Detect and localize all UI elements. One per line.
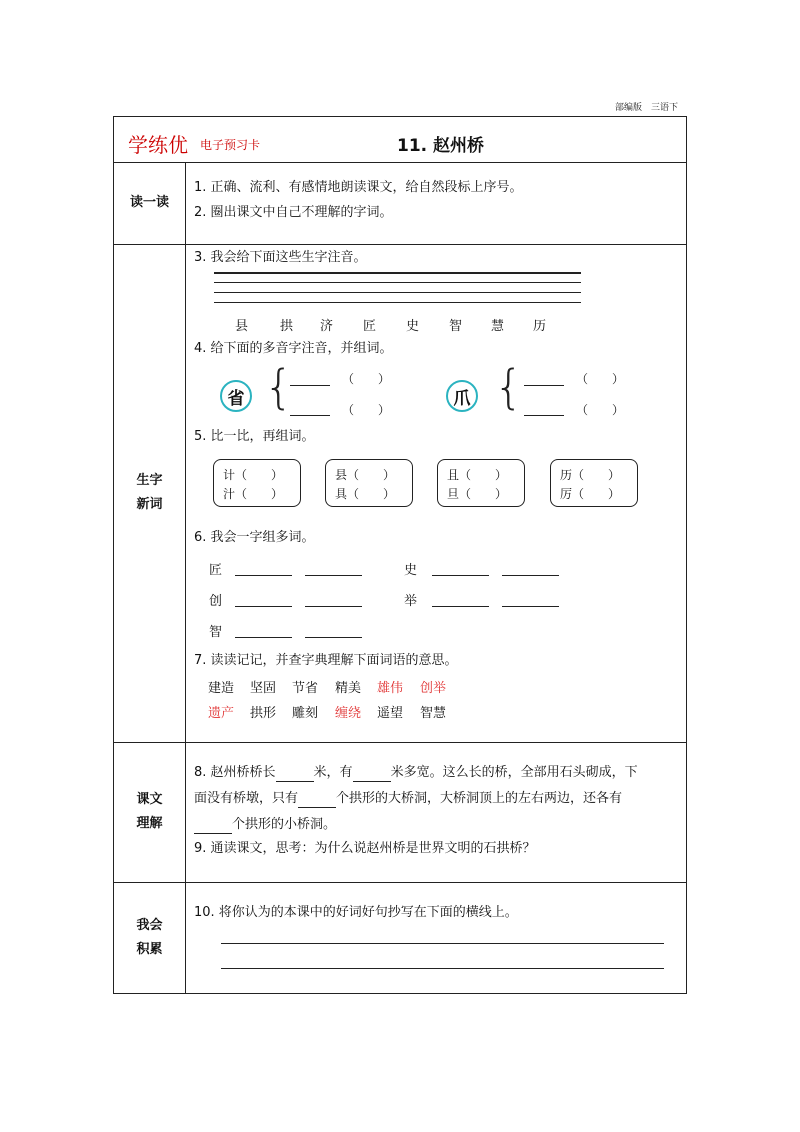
word-blank[interactable]: [432, 592, 489, 607]
answer-paren[interactable]: （ ）: [576, 403, 625, 417]
pinyin-line: [214, 282, 581, 283]
answer-paren[interactable]: （ ）: [342, 372, 391, 386]
word-char: 智: [209, 625, 223, 640]
section-accumulate: [114, 882, 686, 995]
section-label: [114, 742, 186, 882]
pinyin-line: [214, 292, 581, 293]
label-line: 新词: [136, 497, 163, 512]
question-4: 4. 给下面的多音字注音，并组词。: [194, 341, 393, 356]
question-8-text: 面没有桥墩，只有: [194, 791, 299, 806]
vocab-word: 建造: [208, 681, 235, 696]
question-2: 2. 圈出课文中自己不理解的字词。: [194, 205, 393, 220]
question-9: 9. 通读课文，思考：为什么说赵州桥是世界文明的石拱桥？: [194, 841, 536, 856]
answer-blank[interactable]: [194, 819, 232, 834]
compare-item[interactable]: 旦（ ）: [447, 487, 508, 501]
compare-box: [213, 459, 301, 507]
question-8-text: 米，有: [313, 765, 353, 780]
label-line: 理解: [136, 816, 163, 831]
edition-label: 部编版 三语下: [614, 103, 678, 113]
vocab-word-highlight: 缠绕: [335, 706, 362, 721]
question-3: 3. 我会给下面这些生字注音。: [194, 250, 367, 265]
word-char: 举: [404, 594, 418, 609]
vocab-word-highlight: 雄伟: [377, 681, 404, 696]
question-10: 10. 将你认为的本课中的好词好句抄写在下面的横线上。: [194, 905, 518, 920]
vocab-word: 智慧: [420, 706, 447, 721]
compare-box: [550, 459, 638, 507]
question-1: 1. 正确、流利、有感情地朗读课文，给自然段标上序号。: [194, 180, 523, 195]
compare-item[interactable]: 计（ ）: [223, 468, 284, 482]
answer-blank[interactable]: [290, 371, 330, 386]
label-line: 积累: [136, 941, 163, 957]
character: 县: [235, 319, 249, 334]
section-label: [114, 882, 186, 993]
word-char: 匠: [209, 563, 223, 578]
character: 拱: [280, 319, 294, 334]
answer-blank[interactable]: [524, 371, 564, 386]
word-blank[interactable]: [235, 592, 292, 607]
character: 历: [533, 319, 547, 334]
vocab-word-highlight: 创举: [420, 681, 447, 696]
question-8-line-1: [194, 764, 638, 782]
compare-box: [325, 459, 413, 507]
vocab-word: 雕刻: [292, 706, 319, 721]
word-char: 创: [209, 594, 223, 609]
vocab-word-highlight: 遗产: [208, 706, 235, 721]
compare-item[interactable]: 具（ ）: [335, 487, 396, 501]
question-8-text: 8. 赵州桥桥长: [194, 765, 276, 780]
character: 慧: [491, 319, 505, 334]
question-6: 6. 我会一字组多词。: [194, 530, 315, 545]
answer-paren[interactable]: （ ）: [342, 403, 391, 417]
answer-blank[interactable]: [298, 793, 336, 808]
compare-item[interactable]: 县（ ）: [335, 468, 396, 482]
header-row: [114, 117, 686, 163]
brand-name: 学练优: [128, 133, 188, 157]
compare-box: [437, 459, 525, 507]
compare-item[interactable]: 厉（ ）: [560, 487, 621, 501]
preview-card: [113, 116, 687, 994]
answer-blank[interactable]: [524, 401, 564, 416]
question-8-text: 个拱形的小桥洞。: [232, 817, 337, 832]
label-line: 生字: [136, 473, 163, 488]
section-label: [114, 244, 186, 742]
vocab-word: 精美: [335, 681, 362, 696]
question-8-line-2: [194, 790, 622, 808]
compare-item[interactable]: 历（ ）: [560, 468, 621, 482]
lesson-title: 11. 赵州桥: [397, 136, 485, 156]
compare-item[interactable]: 汁（ ）: [223, 487, 284, 501]
section-label: 读一读: [114, 162, 186, 244]
brace: {: [494, 360, 524, 414]
label-line: 课文: [136, 792, 163, 807]
label-line: 我会: [136, 917, 163, 933]
vocab-word: 坚固: [250, 681, 277, 696]
section-words: [114, 244, 686, 743]
answer-blank[interactable]: [353, 767, 391, 782]
pinyin-line: [214, 272, 581, 274]
polyphone-circle: 省: [220, 380, 252, 412]
word-blank[interactable]: [502, 561, 559, 576]
answer-blank[interactable]: [290, 401, 330, 416]
word-blank[interactable]: [235, 561, 292, 576]
word-blank[interactable]: [235, 623, 292, 638]
brand-subtitle: 电子预习卡: [200, 138, 261, 152]
pinyin-line: [214, 302, 581, 303]
vocab-word: 节省: [292, 681, 319, 696]
writing-line[interactable]: [221, 943, 664, 944]
word-blank[interactable]: [502, 592, 559, 607]
character: 济: [320, 319, 334, 334]
word-blank[interactable]: [305, 592, 362, 607]
word-char: 史: [404, 563, 418, 578]
question-8-text: 米多宽。这么长的桥，全部用石头砌成，下: [390, 765, 638, 780]
character: 匠: [363, 319, 377, 334]
writing-line[interactable]: [221, 968, 664, 969]
question-8-line-3: [194, 816, 336, 834]
character: 智: [449, 319, 463, 334]
word-blank[interactable]: [305, 623, 362, 638]
vocab-word: 拱形: [250, 706, 277, 721]
answer-paren[interactable]: （ ）: [576, 372, 625, 386]
question-8-text: 个拱形的大桥洞，大桥洞顶上的左右两边，还各有: [336, 791, 623, 806]
compare-item[interactable]: 且（ ）: [447, 468, 508, 482]
word-blank[interactable]: [432, 561, 489, 576]
brace: {: [264, 360, 294, 414]
character: 史: [406, 319, 420, 334]
word-blank[interactable]: [305, 561, 362, 576]
vocab-word: 遥望: [377, 706, 404, 721]
section-understand: [114, 742, 686, 883]
section-read: [114, 162, 686, 245]
answer-blank[interactable]: [276, 767, 314, 782]
polyphone-circle: 爪: [446, 380, 478, 412]
question-7: 7. 读读记记，并查字典理解下面词语的意思。: [194, 653, 458, 668]
question-5: 5. 比一比，再组词。: [194, 429, 315, 444]
